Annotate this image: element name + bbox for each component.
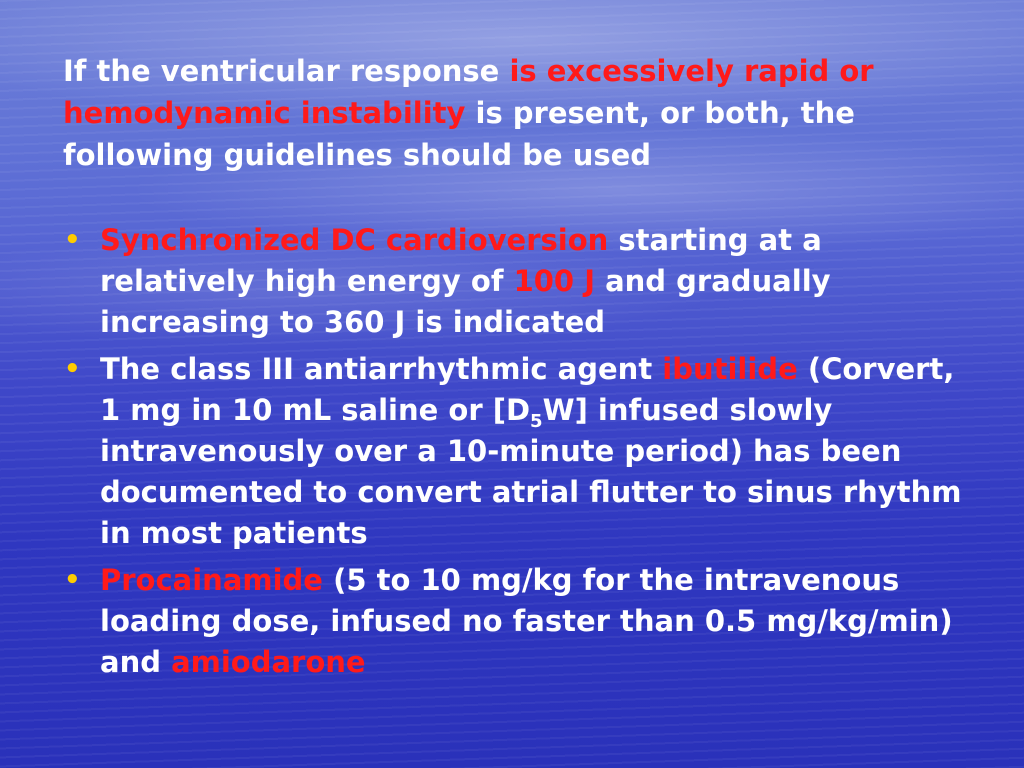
title-text-1: If the ventricular response	[63, 54, 510, 88]
bullet-text: (Corvert, 1 mg in 10 mL saline or [D	[100, 352, 955, 427]
bullet-text: and gradually increasing to 360 J is indicated	[100, 264, 831, 339]
bullet-dot-icon: •	[64, 225, 81, 255]
bullet-highlight: Procainamide	[100, 563, 323, 597]
bullet-highlight: Synchronized DC cardioversion	[100, 223, 609, 257]
bullet-dot-icon: •	[64, 354, 81, 384]
title-text-2: is present, or both, the following guidelines should be used	[63, 96, 855, 172]
bullet-item-cardioversion	[62, 220, 962, 343]
bullet-text: starting at a relatively high energy of	[100, 223, 822, 298]
bullet-text: The class III antiarrhythmic agent	[100, 352, 663, 386]
title-highlight: is excessively rapid or hemodynamic instability	[63, 54, 874, 130]
bullet-highlight: amiodarone	[171, 645, 366, 679]
bullet-dot-icon: •	[64, 565, 81, 595]
subscript: 5	[530, 410, 543, 432]
bullet-list	[62, 220, 962, 689]
slide-title	[63, 50, 963, 176]
bullet-text: W] infused slowly intravenously over a 10-minute period) has been documented to convert atrial flutter to sinus rhythm in most patients	[100, 393, 962, 550]
bullet-text: (5 to 10 mg/kg for the intravenous loading dose, infused no faster than 0.5 mg/kg/min) and	[100, 563, 953, 679]
bullet-highlight: 100 J	[513, 264, 595, 298]
bullet-item-ibutilide	[62, 349, 962, 554]
bullet-highlight: ibutilide	[662, 352, 798, 386]
bullet-item-procainamide	[62, 560, 962, 683]
